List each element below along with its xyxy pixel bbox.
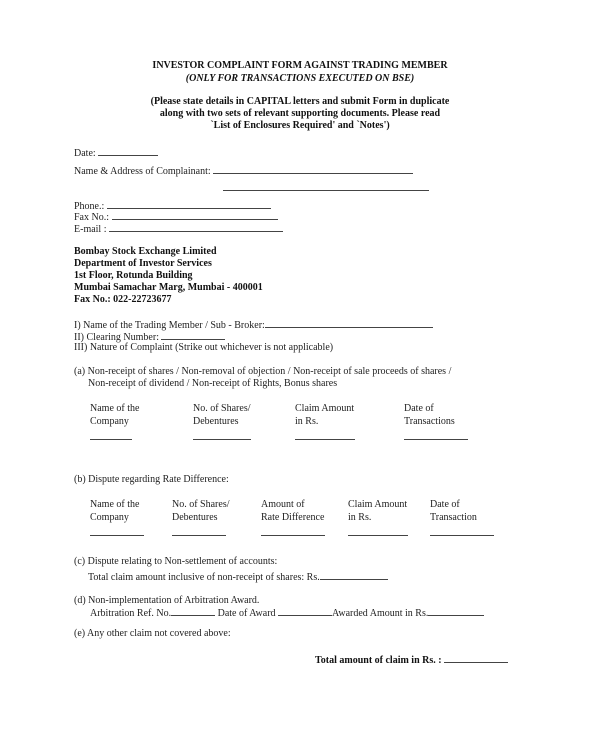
fax-field[interactable] (112, 210, 278, 220)
table-a-field[interactable] (295, 430, 355, 440)
address-line: Fax No.: 022-22723677 (74, 294, 172, 305)
table-a-column: Date of Transactions (404, 402, 468, 440)
table-b-column: No. of Shares/ Debentures (172, 498, 230, 536)
award-date-field[interactable] (278, 606, 332, 616)
table-b-field[interactable] (90, 526, 144, 536)
table-b-field[interactable] (348, 526, 408, 536)
address-line: Department of Investor Services (74, 258, 212, 269)
date-field[interactable] (98, 146, 158, 156)
table-b-column: Claim Amount in Rs. (348, 498, 408, 536)
trading-member-label: I) Name of the Trading Member / Sub - Broker: (74, 320, 265, 331)
table-a-field[interactable] (404, 430, 468, 440)
arbitration-ref-field[interactable] (171, 606, 215, 616)
section-a-text: (a) Non-receipt of shares / Non-removal of objection / Non-receipt of sale proceeds of shares / (74, 366, 452, 377)
section-a-text: Non-receipt of dividend / Non-receipt of Rights, Bonus shares (88, 378, 338, 389)
total-claim-row (315, 653, 508, 667)
table-a-field[interactable] (193, 430, 251, 440)
form-subtitle: (ONLY FOR TRANSACTIONS EXECUTED ON BSE) (185, 73, 415, 84)
email-label: E-mail : (74, 224, 107, 235)
table-b-column: Amount of Rate Difference (261, 498, 325, 536)
email-field[interactable] (109, 222, 283, 232)
table-b-column: Name of the Company (90, 498, 144, 536)
phone-field[interactable] (107, 199, 271, 209)
instructions-line: `List of Enclosures Required' and `Notes') (210, 120, 390, 131)
total-claim-label: Total amount of claim in Rs. : (315, 655, 442, 666)
section-c-text: (c) Dispute relating to Non-settlement of accounts: (74, 556, 278, 567)
address-line: Mumbai Samachar Marg, Mumbai - 400001 (74, 282, 263, 293)
date-label: Date: (74, 148, 96, 159)
instructions-line: (Please state details in CAPITAL letters and submit Form in duplicate (150, 96, 450, 107)
address-line: Bombay Stock Exchange Limited (74, 246, 217, 257)
claim-amount-label: Total claim amount inclusive of non-receipt of shares: Rs. (88, 572, 320, 583)
table-b-field[interactable] (430, 526, 494, 536)
section-d-row (90, 606, 484, 620)
section-d-text: (d) Non-implementation of Arbitration Award. (74, 595, 260, 606)
award-date-label: Date of Award (217, 608, 276, 619)
name-address-row (74, 164, 413, 178)
nature-of-complaint-label: III) Nature of Complaint (Strike out whichever is not applicable) (74, 342, 334, 353)
table-a-column: Claim Amount in Rs. (295, 402, 355, 440)
address-field-line2[interactable] (223, 181, 429, 191)
email-row (74, 222, 283, 236)
table-b-column: Date of Transaction (430, 498, 494, 536)
instructions-line: along with two sets of relevant supporting documents. Please read (159, 108, 441, 119)
arbitration-ref-label: Arbitration Ref. No. (90, 608, 172, 619)
awarded-amount-field[interactable] (428, 606, 484, 616)
table-a-field[interactable] (90, 430, 132, 440)
date-row (74, 146, 158, 160)
fax-label: Fax No.: (74, 212, 109, 223)
name-address-label: Name & Address of Complainant: (74, 166, 211, 177)
trading-member-field[interactable] (265, 318, 433, 328)
address-line: 1st Floor, Rotunda Building (74, 270, 193, 281)
table-b-field[interactable] (172, 526, 226, 536)
clearing-number-label: II) Clearing Number: (74, 332, 159, 343)
form-title: INVESTOR COMPLAINT FORM AGAINST TRADING MEMBER (152, 60, 448, 71)
claim-amount-field[interactable] (320, 570, 388, 580)
section-c-row (88, 570, 388, 584)
table-a-column: Name of the Company (90, 402, 139, 440)
table-a-column: No. of Shares/ Debentures (193, 402, 251, 440)
clearing-number-field[interactable] (161, 330, 225, 340)
table-b-field[interactable] (261, 526, 325, 536)
section-e-text: (e) Any other claim not covered above: (74, 628, 231, 639)
awarded-amount-label: Awarded Amount in Rs. (332, 608, 429, 619)
phone-label: Phone.: (74, 201, 105, 212)
section-b-text: (b) Dispute regarding Rate Difference: (74, 474, 229, 485)
total-claim-field[interactable] (444, 653, 508, 663)
name-address-field[interactable] (213, 164, 413, 174)
